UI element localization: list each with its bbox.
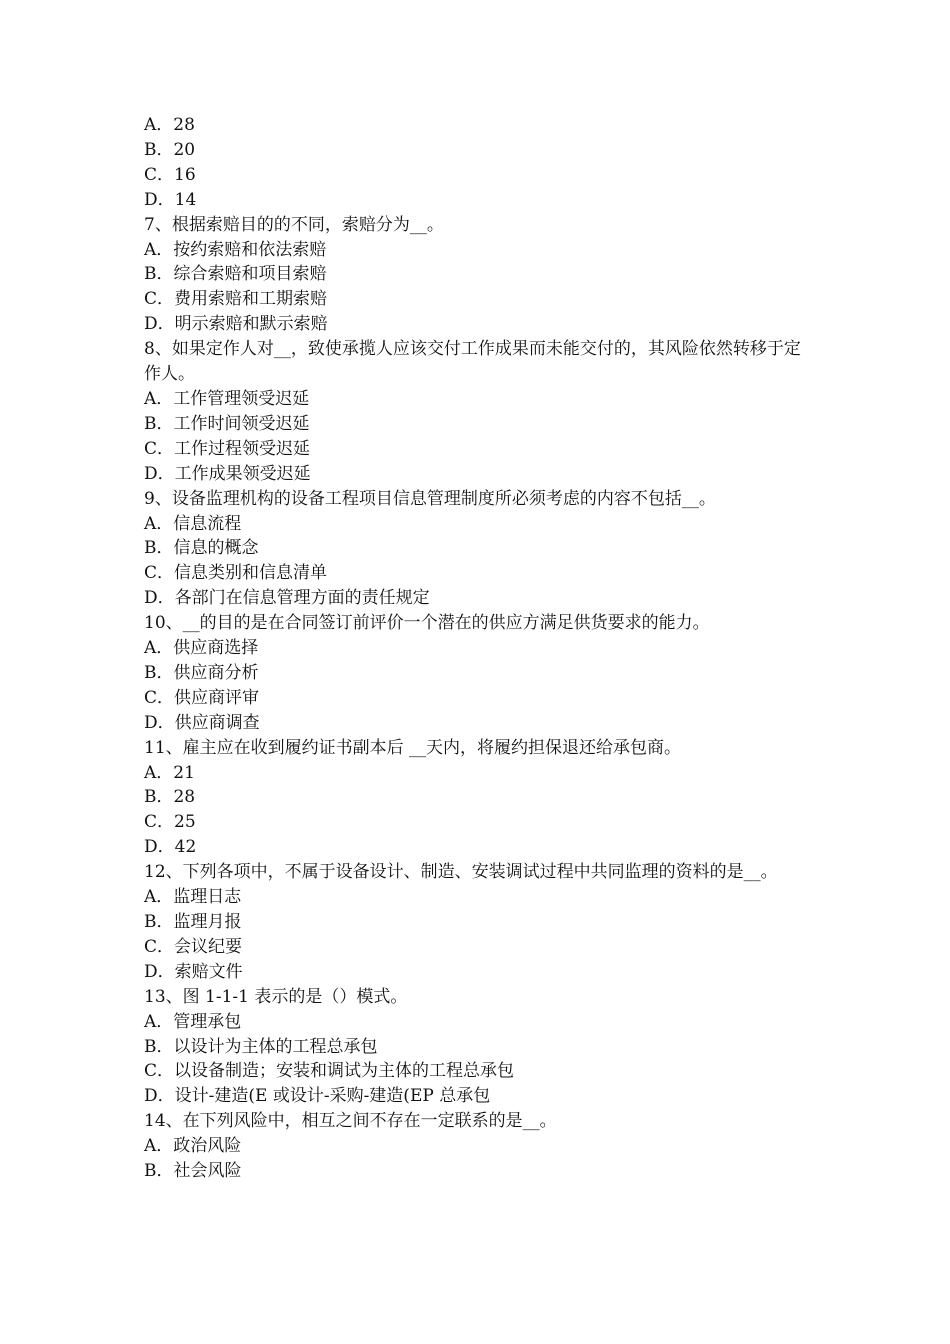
question-text: 9、设备监理机构的设备工程项目信息管理制度所必须考虑的内容不包括__。: [144, 488, 716, 509]
question-text: 12、下列各项中，不属于设备设计、制造、安装调试过程中共同监理的资料的是__。: [144, 862, 778, 883]
answer-option: B．供应商分析: [144, 662, 259, 683]
answer-option: B．工作时间领受迟延: [144, 413, 310, 434]
answer-option: C．费用索赔和工期索赔: [144, 289, 328, 310]
answer-option: D．明示索赔和默示索赔: [144, 314, 328, 335]
answer-option: C．信息类别和信息清单: [144, 563, 328, 584]
answer-option: D．各部门在信息管理方面的责任规定: [144, 588, 430, 609]
answer-option: B．20: [144, 139, 196, 160]
question-text: 14、在下列风险中，相互之间不存在一定联系的是__。: [144, 1111, 557, 1132]
answer-option: C．供应商评审: [144, 687, 260, 708]
answer-option: A．管理承包: [144, 1011, 242, 1032]
answer-option: C．25: [144, 812, 196, 833]
question-text: 7、根据索赔目的的不同，索赔分为__。: [144, 214, 444, 235]
answer-option: D．设计-建造(E 或设计-采购-建造(EP 总承包: [144, 1086, 491, 1107]
answer-option: C．工作过程领受迟延: [144, 438, 311, 459]
question-text: 13、图 1-1-1 表示的是（）模式。: [144, 986, 408, 1007]
answer-option: D．42: [144, 837, 197, 858]
answer-option: C．以设备制造；安装和调试为主体的工程总承包: [144, 1061, 515, 1082]
question-text: 11、雇主应在收到履约证书副本后 __天内，将履约担保退还给承包商。: [144, 737, 682, 758]
answer-option: D．索赔文件: [144, 961, 243, 982]
answer-option: A．21: [144, 762, 195, 783]
answer-option: A．按约索赔和依法索赔: [144, 239, 327, 260]
document-page: [144, 113, 814, 1184]
answer-option: C．会议纪要: [144, 936, 243, 957]
answer-option: C．16: [144, 164, 196, 185]
answer-option: A．供应商选择: [144, 638, 259, 659]
answer-option: D．供应商调查: [144, 712, 260, 733]
question-text: 10、__的目的是在合同签订前评价一个潜在的供应方满足供货要求的能力。: [144, 613, 710, 634]
answer-option: B．以设计为主体的工程总承包: [144, 1036, 378, 1057]
answer-option: B．监理月报: [144, 912, 242, 932]
answer-option: B．信息的概念: [144, 538, 259, 559]
answer-option: B．28: [144, 787, 196, 808]
answer-option: B．社会风险: [144, 1161, 242, 1182]
answer-option: A．政治风险: [144, 1136, 242, 1157]
answer-option: A．信息流程: [144, 513, 242, 534]
answer-option: D．工作成果领受迟延: [144, 463, 311, 484]
answer-option: A．工作管理领受迟延: [144, 388, 310, 409]
answer-option: B．综合索赔和项目索赔: [144, 264, 327, 285]
answer-option: D．14: [144, 189, 197, 210]
question-text: 8、如果定作人对__，致使承揽人应该交付工作成果而未能交付的，其风险依然转移于定作人。: [144, 339, 801, 385]
answer-option: A．28: [144, 115, 195, 135]
answer-option: A．监理日志: [144, 887, 242, 908]
